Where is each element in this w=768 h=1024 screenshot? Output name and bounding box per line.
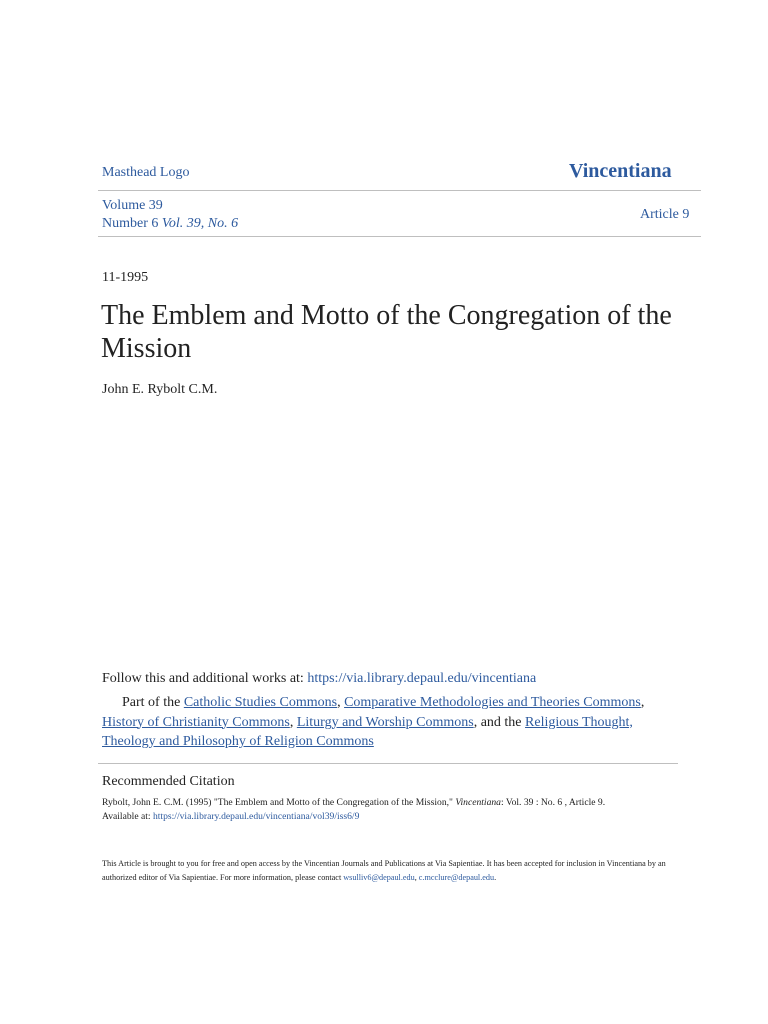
follow-line — [102, 671, 536, 687]
volume-link[interactable]: Volume 39 — [102, 198, 163, 213]
header-divider-bottom — [98, 236, 701, 237]
publication-date: 11-1995 — [102, 270, 149, 285]
citation-text — [102, 796, 702, 824]
access-notice — [102, 857, 702, 885]
commons-and-the: , and the — [473, 714, 526, 730]
email-separator: , — [414, 873, 419, 882]
citation-divider — [98, 763, 678, 764]
article-author: John E. Rybolt C.M. — [102, 382, 218, 397]
header-divider-top — [98, 190, 701, 191]
contact-email-link-1[interactable]: wsulliv6@depaul.edu — [343, 873, 415, 882]
follow-label: Follow this and additional works at: — [102, 671, 308, 686]
access-notice-text: This Article is brought to you for free and open access by the Vincentian Journals and Publications at Via Sapientiae. It has been accepted for inclusion in Vincentiana by an authorized editor of Via Sapientiae. For more information, please contact — [102, 859, 666, 882]
masthead-logo-link[interactable]: Masthead Logo — [102, 165, 190, 180]
issue-number — [102, 216, 238, 232]
citation-journal: Vincentiana — [455, 797, 501, 808]
number-detail-link[interactable]: Vol. 39, No. 6 — [161, 216, 239, 231]
citation-heading: Recommended Citation — [102, 774, 235, 789]
part-of-commons — [102, 693, 662, 752]
commons-link-catholic-studies[interactable]: Catholic Studies Commons — [183, 695, 338, 710]
part-of-prefix: Part of the — [122, 695, 184, 710]
citation-url-link[interactable]: https://via.library.depaul.edu/vincentiana/vol39/iss6/9 — [152, 811, 360, 822]
contact-email-link-2[interactable]: c.mcclure@depaul.edu — [418, 873, 495, 882]
commons-separator: , — [289, 714, 297, 730]
commons-link-history-christianity[interactable]: History of Christianity Commons — [102, 714, 290, 730]
commons-link-religious-thought[interactable]: Religious Thought, Theology and Philosophy of Religion Commons — [102, 714, 633, 749]
article-title: The Emblem and Motto of the Congregation of the Mission — [101, 300, 672, 364]
commons-separator: , — [640, 695, 645, 710]
notice-end: . — [494, 873, 497, 882]
number-link[interactable]: Number 6 — [102, 216, 159, 231]
commons-link-liturgy-worship[interactable]: Liturgy and Worship Commons — [296, 714, 474, 730]
commons-separator: , — [337, 695, 345, 710]
follow-url-link[interactable]: https://via.library.depaul.edu/vincentiana — [307, 671, 537, 686]
citation-text-after: : Vol. 39 : No. 6 , Article 9. — [500, 797, 606, 808]
article-number-link[interactable]: Article 9 — [640, 207, 690, 222]
citation-available-label: Available at: — [102, 811, 153, 822]
commons-link-comparative-methodologies[interactable]: Comparative Methodologies and Theories Commons — [344, 695, 641, 710]
journal-name-link[interactable]: Vincentiana — [569, 160, 672, 182]
citation-text-before: Rybolt, John E. C.M. (1995) "The Emblem and Motto of the Congregation of the Mission," — [102, 797, 456, 808]
